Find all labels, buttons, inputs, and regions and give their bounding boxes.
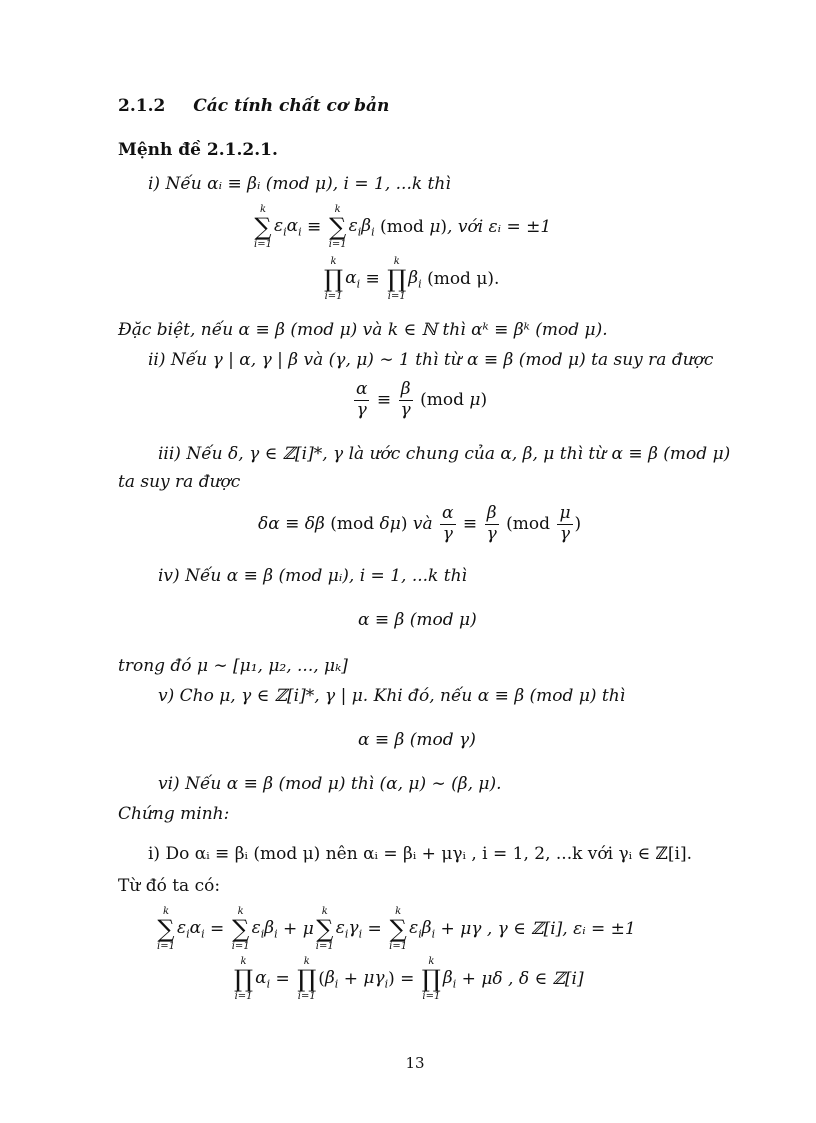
sum-operator: k ∑ i=1 — [231, 906, 250, 952]
item-iv-where: trong đó μ ∼ [μ₁, μ₂, ..., μₖ] — [118, 656, 348, 676]
proposition-label: Mệnh đề 2.1.2.1. — [118, 140, 278, 160]
item-vi: vi) Nếu α ≡ β (mod μ) thì (α, μ) ∼ (β, μ). — [158, 774, 502, 794]
fraction: $\frac{\beta}{\gamma}$ — [486, 503, 497, 544]
item-i-intro: i) Nếu αᵢ ≡ βᵢ (mod μ), i = 1, ...k thì — [148, 174, 451, 194]
product-operator: k ∏ i=1 — [421, 956, 441, 1002]
item-v-intro: v) Cho μ, γ ∈ ℤ[i]*, γ | μ. Khi đó, nếu α ≡ β (mod μ) thì — [158, 686, 626, 706]
section-number: 2.1.2 — [118, 96, 166, 116]
item-iii-intro: iii) Nếu δ, γ ∈ ℤ[i]*, γ là ước chung của α, β, μ thì từ α ≡ β (mod μ) — [158, 444, 731, 464]
equation-iv: α ≡ β (mod μ) — [358, 610, 477, 630]
section-heading — [118, 96, 389, 116]
eq-product-rest: (mod μ). — [427, 269, 500, 289]
proof-cont: Từ đó ta có: — [118, 876, 221, 896]
sum-operator: k ∑ i=1 — [315, 906, 334, 952]
item-ii-intro: ii) Nếu γ | α, γ | β và (γ, μ) ∼ 1 thì từ α ≡ β (mod μ) ta suy ra được — [148, 350, 714, 370]
item-iii-cont: ta suy ra được — [118, 472, 241, 492]
product-operator: k ∏ i=1 — [234, 956, 254, 1002]
proof-label: Chứng minh: — [118, 804, 230, 824]
fraction: $\frac{\alpha}{\gamma}$ — [356, 379, 368, 420]
sum-operator: k ∑ i=1 — [157, 906, 175, 952]
sum-operator: k ∑ i=1 — [328, 204, 347, 250]
page-number: 13 — [405, 1054, 425, 1072]
equation-product: k ∏ i=1 $\alpha_i$ ≡ k ∏ i=1 $\beta_i$ (mod μ). — [324, 256, 500, 302]
equation-sum: k ∑ i=1 $\varepsilon_i\alpha_i$ ≡ k ∑ i=1 $\varepsilon_i\beta_i$ (mod μ ) , với εᵢ = ±1 — [254, 204, 552, 250]
eq-sum-rest: , với εᵢ = ±1 — [447, 217, 552, 237]
special-case: Đặc biệt, nếu α ≡ β (mod μ) và k ∈ ℕ thì αᵏ ≡ βᵏ (mod μ). — [118, 320, 608, 340]
proof-eq-sum-tail: , γ ∈ ℤ[i], εᵢ = ±1 — [486, 919, 636, 939]
fraction: $\frac{\alpha}{\gamma}$ — [442, 503, 454, 544]
product-operator: k ∏ i=1 — [324, 256, 344, 302]
fraction: $\frac{\mu}{\gamma}$ — [559, 503, 571, 544]
sum-operator: k ∑ i=1 — [389, 906, 408, 952]
fraction: $\frac{\beta}{\gamma}$ — [400, 379, 411, 420]
item-iv-intro: iv) Nếu α ≡ β (mod μᵢ), i = 1, ...k thì — [158, 566, 467, 586]
proof-i: i) Do αᵢ ≡ βᵢ (mod μ) nên αᵢ = βᵢ + μγᵢ , i = 1, 2, ...k với γᵢ ∈ ℤ[i]. — [148, 844, 692, 864]
sum-operator: k ∑ i=1 — [254, 204, 272, 250]
proof-equation-product: k ∏ i=1 $\alpha_i$ = k ∏ i=1 ( $\beta_i$ + $\mu\gamma_i$ ) = k ∏ i=1 $\beta_i$ + μδ , δ ∈ ℤ[i] — [234, 956, 584, 1002]
equation-ii: $\frac{\alpha}{\gamma}$ ≡ $\frac{\beta}{\gamma}$ (mod μ ) — [356, 379, 488, 420]
product-operator: k ∏ i=1 — [297, 956, 317, 1002]
equation-v: α ≡ β (mod γ) — [358, 730, 476, 750]
proof-eq-product-tail: , δ ∈ ℤ[i] — [508, 969, 584, 989]
section-title: Các tính chất cơ bản — [193, 96, 390, 116]
proof-equation-sum: k ∑ i=1 $\varepsilon_i\alpha_i$ = k ∑ i=1 $\varepsilon_i\beta_i$ + μ k ∑ i=1 $\varepsilon_i\gamma_i$ = k ∑ i=1 $\varepsilon_i\beta_i$ + μγ , γ ∈ ℤ[i], εᵢ = ±1 — [157, 906, 636, 952]
equation-iii: δα ≡ δβ (mod δμ ) và $\frac{\alpha}{\gamma}$ ≡ $\frac{\beta}{\gamma}$ (mod $\frac{\mu}{\gamma}$ ) — [258, 503, 582, 544]
product-operator: k ∏ i=1 — [387, 256, 407, 302]
